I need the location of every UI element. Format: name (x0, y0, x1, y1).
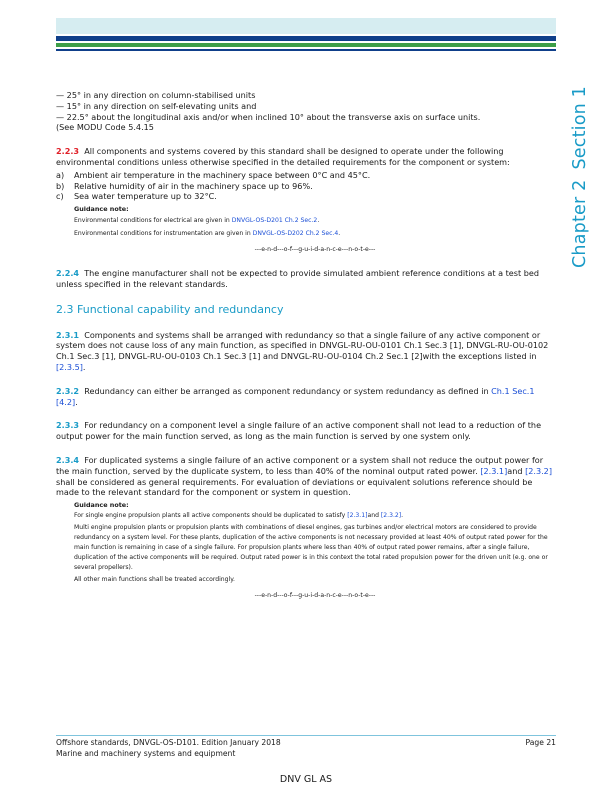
clause-number: 2.3.3 (56, 420, 80, 431)
header-band-light (56, 18, 556, 34)
header-band-blue (56, 36, 556, 41)
clause-2-3-3 (56, 420, 556, 442)
guidance-paragraph: Multi engine propulsion plants or propulsion plants with combinations of diesel engines, gas turbines and/or electrical motors are considered to provide redundancy on a system level. For these plants, duplication of the active components is not necessary provided at least 40% of output rated power for the main function is remaining in case of a single failure. For propulsion plants where less than 40% of output rated power remains, after a single failure, duplication of the active components will be required. Output rated power is in this context the total rated propulsion power for the driven unit (e.g. one or several propellers). (74, 523, 548, 572)
intro-item: — 25° in any direction on column-stabilised units (56, 90, 256, 100)
guidance-line: All other main functions shall be treated accordingly. (74, 575, 235, 583)
clause-number: 2.2.4 (56, 267, 80, 278)
guidance-line: For single engine propulsion plants all active components should be duplicated to satisfy [2.3.1]and [2.3.2]. (74, 512, 404, 520)
clause-number: 2.3.4 (56, 454, 80, 465)
footer-document-title: Offshore standards, DNVGL-OS-D101. Edition January 2018 (56, 738, 281, 747)
guidance-end-marker: ---e-n-d---o-f---g-u-i-d-a-n-c-e---n-o-t-e--- (254, 591, 376, 599)
header-band-green (56, 43, 556, 47)
reference-link[interactable]: [2.3.1] (347, 512, 368, 520)
clause-2-2-4 (56, 268, 556, 290)
clause-number: 2.3.1 (56, 329, 80, 340)
clause-number: 2.3.2 (56, 385, 80, 396)
sidebar-section: Section 1 (570, 86, 590, 170)
list-item: c) Sea water temperature up to 32°C. (56, 191, 217, 202)
company-name: DNV GL AS (279, 774, 333, 785)
guidance-line: Environmental conditions for instrumentation are given in DNVGL-OS-D202 Ch.2 Sec.4. (74, 229, 341, 237)
header-band-navy (56, 49, 556, 51)
clause-text: The engine manufacturer shall not be expected to provide simulated ambient reference conditions at a test bed unless specified in the relevant standards. (56, 267, 539, 289)
clause-2-3-1: 2.3.1 Components and systems shall be arranged with redundancy so that a single failure of any active component or system does not cause loss of any main function, as specified in DNVGL-RU-OU-0101 Ch.1 Sec.3 [1], DNVGL-RU-OU-0102 Ch.1 Sec.3 [1], DNVGL-RU-OU-0103 Ch.1 Sec.3 [1] and DNVGL-RU-OU-0104 Ch.2 Sec.1 [2]with the exceptions listed in [2.3.5]. (56, 329, 549, 372)
page-number: Page 21 (525, 738, 556, 747)
section-heading: 2.3 Functional capability and redundancy (56, 302, 284, 316)
reference-link[interactable]: [2.3.2] (525, 465, 552, 476)
intro-item: (See MODU Code 5.4.15 (56, 122, 154, 133)
footer-document-subtitle: Marine and machinery systems and equipment (56, 748, 236, 758)
footer (56, 738, 556, 759)
list-item: b) Relative humidity of air in the machinery space up to 96%. (56, 180, 313, 191)
clause-2-3-4: 2.3.4 For duplicated systems a single failure of an active component or a system shall not reduce the output power for the main function, served by the duplicate system, to less than 40% of the nominal output rated power. [2.3.1]and [2.3.2] shall be considered as general requirements. For evaluation of deviations or equivalent solutions reference should be made to the relevant standard for the component or system in question. (56, 454, 552, 498)
guidance-note-title: Guidance note: (74, 501, 129, 510)
guidance-note (74, 500, 556, 601)
guidance-end-marker: ---e-n-d---o-f---g-u-i-d-a-n-c-e---n-o-t-e--- (254, 245, 376, 253)
clause-text: For duplicated systems a single failure of an active component or a system shall not reduce the output power for the main function, served by the duplicate system, to less than 40% of the nominal output rated power. (56, 454, 544, 476)
guidance-note-title: Guidance note: (74, 205, 129, 214)
reference-link[interactable]: Ch.1 Sec.1 [4.2] (56, 385, 535, 407)
intro-item: — 15° in any direction on self-elevating units and (56, 100, 257, 111)
clause-2-3-2: 2.3.2 Redundancy can either be arranged as component redundancy or system redundancy as defined in Ch.1 Sec.1 [4.2]. (56, 385, 535, 407)
clause-number: 2.2.3 (56, 146, 80, 157)
reference-link[interactable]: [2.3.2] (380, 512, 402, 520)
clause-text: All components and systems covered by this standard shall be designed to operate under the following environmental conditions unless otherwise specified in the detailed requirements for the component or system: (56, 146, 510, 167)
clause-2-2-3 (56, 146, 556, 168)
clause-text: Redundancy can either be arranged as component redundancy or system redundancy as defined in (84, 385, 492, 396)
reference-link[interactable]: [2.3.5] (56, 361, 83, 372)
chapter-section-sidebar (570, 76, 590, 268)
reference-link[interactable]: [2.3.1] (480, 465, 508, 476)
reference-link[interactable]: DNVGL-OS-D201 Ch.2 Sec.2 (231, 217, 318, 225)
clause-text: For redundancy on a component level a single failure of an active component shall not lead to a reduction of the output power for the main function served, as long as the main function is served by one system only. (56, 420, 542, 442)
guidance-note (74, 204, 556, 255)
intro-item: — 22.5° about the longitudinal axis and/or when inclined 10° about the transverse axis on surface units. (56, 111, 481, 122)
guidance-line: Environmental conditions for electrical are given in DNVGL-OS-D201 Ch.2 Sec.2. (74, 217, 320, 225)
page-content (56, 90, 556, 601)
reference-link[interactable]: DNVGL-OS-D202 Ch.2 Sec.4 (252, 229, 339, 237)
footer-divider (56, 735, 556, 736)
clause-text: Components and systems shall be arranged with redundancy so that a single failure of any active component or system does not cause loss of any main function, as specified in DNVGL-RU-OU-0101 Ch.1 Sec.3 [1], DNVGL-RU-OU-0102 Ch.1 Sec.3 [1], DNVGL-RU-OU-0103 Ch.1 Sec.3 [1] and DNVGL-RU-OU-0104 Ch.2 Sec.1 [2]with the exceptions listed in (56, 329, 549, 362)
list-item: a) Ambient air temperature in the machinery space between 0°C and 45°C. (56, 169, 371, 180)
sidebar-chapter: Chapter 2 (570, 179, 590, 268)
